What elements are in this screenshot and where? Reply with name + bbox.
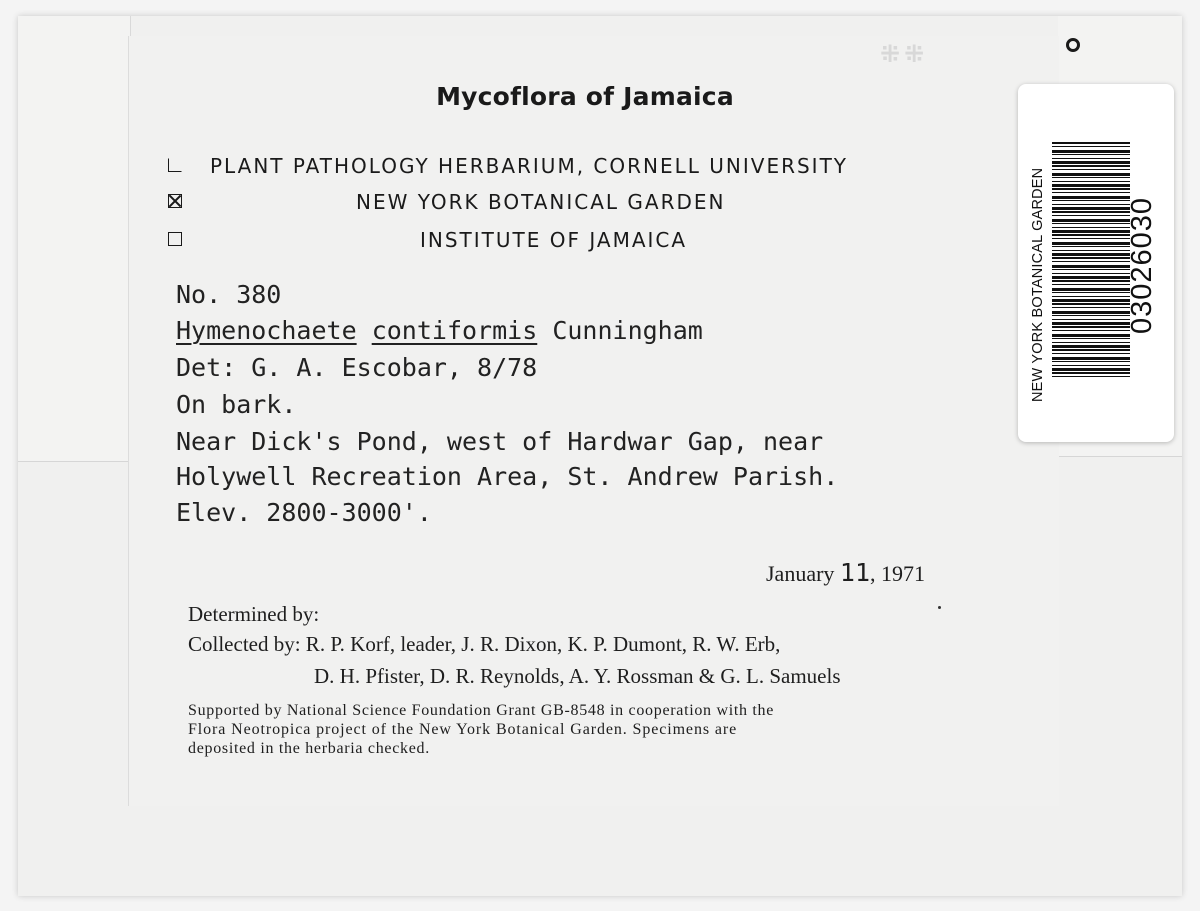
- date-day: 11: [839, 558, 871, 587]
- support-line-2: Flora Neotropica project of the New York Botanical Garden. Specimens are: [188, 721, 738, 738]
- support-line-1: Supported by National Science Foundation Grant GB-8548 in cooperation with the: [188, 702, 775, 719]
- taxon-name: [176, 316, 703, 345]
- date-month: January: [766, 561, 835, 586]
- locality-line-2: Holywell Recreation Area, St. Andrew Parish.: [176, 462, 839, 491]
- checkbox-checked-icon: [168, 194, 182, 208]
- herbarium-label: [128, 36, 1059, 806]
- taxon-author: Cunningham: [552, 316, 703, 345]
- herbarium-name: INSTITUTE OF JAMAICA: [420, 228, 688, 252]
- herbarium-name: NEW YORK BOTANICAL GARDEN: [356, 190, 726, 214]
- corner-circle-mark: [1066, 38, 1080, 52]
- checkbox-unchecked-icon: [168, 158, 182, 172]
- collected-by-line-2: D. H. Pfister, D. R. Reynolds, A. Y. Rossman & G. L. Samuels: [314, 664, 841, 688]
- specimen-number: No. 380: [176, 280, 282, 309]
- ink-dot: [938, 606, 941, 609]
- barcode-bars: [1052, 142, 1130, 378]
- determination: Det: G. A. Escobar, 8/78: [176, 353, 538, 382]
- barcode-institution: NEW YORK BOTANICAL GARDEN: [1030, 167, 1046, 402]
- collected-by-line-1: Collected by: R. P. Korf, leader, J. R. Dixon, K. P. Dumont, R. W. Erb,: [188, 632, 781, 656]
- determined-by: Determined by:: [188, 602, 320, 626]
- taxon-genus: Hymenochaete: [176, 316, 357, 345]
- label-title: Mycoflora of Jamaica: [436, 82, 734, 111]
- support-line-3: deposited in the herbaria checked.: [188, 740, 430, 757]
- substrate: On bark.: [176, 390, 297, 419]
- herbarium-name: PLANT PATHOLOGY HERBARIUM, CORNELL UNIVERSITY: [210, 154, 848, 178]
- taxon-species: contiformis: [371, 316, 538, 345]
- locality-line-1: Near Dick's Pond, west of Hardwar Gap, near: [176, 427, 824, 456]
- barcode-number: 03026030: [1126, 196, 1158, 334]
- checkbox-unchecked-icon: [168, 232, 182, 246]
- collection-date: [766, 558, 925, 587]
- elevation: Elev. 2800-3000'.: [176, 498, 432, 527]
- faint-bleedthrough-mark: ⁜⁜: [880, 40, 929, 68]
- date-year: , 1971: [870, 561, 926, 586]
